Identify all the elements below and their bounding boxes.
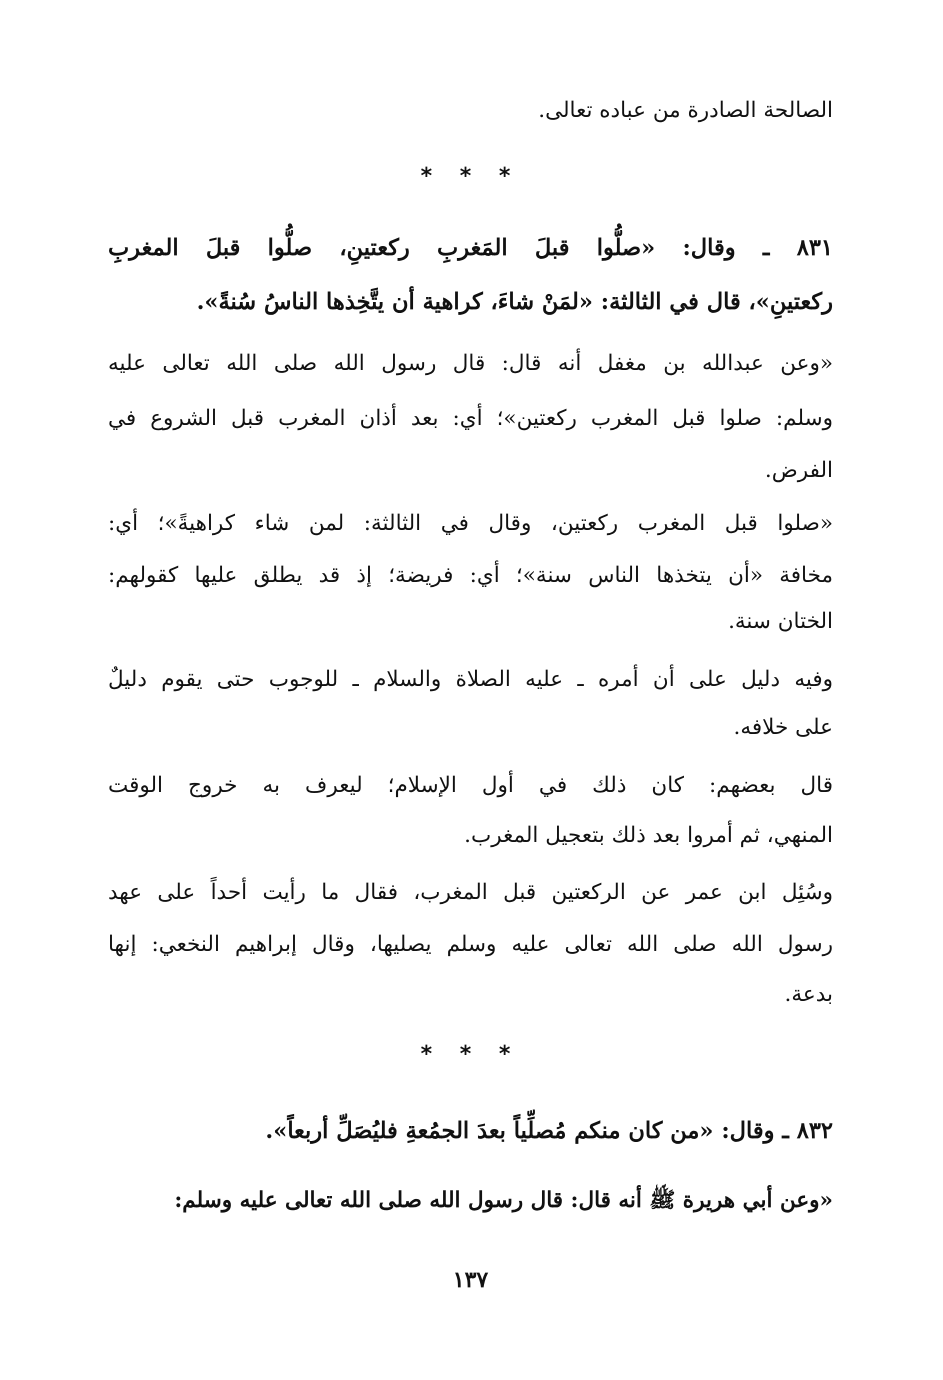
- hadith-832-line-1: ٨٣٢ ـ وقال: «من كان منكم مُصلِّياً بعدَ الجمُعةِ فليُصَلِّ أربعاً».: [265, 1118, 833, 1144]
- commentary-line-13: بدعة.: [784, 982, 833, 1007]
- hadith-831-line-2: ركعتينِ»، قال في الثالثة: «لمَنْ شاءَ، كراهية أن يتَّخِذها الناسُ سُنةً».: [196, 289, 833, 315]
- commentary-line-3: الفرض.: [764, 458, 833, 483]
- commentary-line-10: المنهي، ثم أمروا بعد ذلك بتعجيل المغرب.: [464, 823, 833, 848]
- text-line-1: الصالحة الصادرة من عباده تعالى.: [538, 98, 833, 123]
- commentary-line-11: وسُئِل ابن عمر عن الركعتين قبل المغرب، فقال ما رأيت أحداً على عهد: [108, 880, 833, 905]
- page-number: ١٣٧: [452, 1267, 489, 1293]
- commentary-line-14: «وعن أبي هريرة ﷺ أنه قال: قال رسول الله صلى الله تعالى عليه وسلم:: [174, 1188, 833, 1213]
- commentary-line-5: مخافة «أن يتخذها الناس سنة»؛ أي: فريضة؛ إذ قد يطلق عليها كقولهم:: [108, 563, 833, 588]
- commentary-line-4: «صلوا قبل المغرب ركعتين، وقال في الثالثة: لمن شاء كراهيةً»؛ أي:: [108, 511, 833, 536]
- commentary-line-12: رسول الله صلى الله تعالى عليه وسلم يصليها، وقال إبراهيم النخعي: إنها: [108, 932, 833, 957]
- section-separator-1: * * *: [420, 164, 521, 189]
- commentary-line-1: «وعن عبدالله بن مغفل أنه قال: قال رسول الله صلى الله تعالى عليه: [108, 351, 833, 376]
- book-page: [108, 0, 833, 1380]
- hadith-831-line-1: ٨٣١ ـ وقال: «صلُّوا قبلَ المَغربِ ركعتينِ، صلُّوا قبلَ المغربِ: [108, 235, 833, 261]
- commentary-line-9: قال بعضهم: كان ذلك في أول الإسلام؛ ليعرف به خروج الوقت: [108, 773, 833, 798]
- commentary-line-8: على خلافه.: [733, 715, 833, 740]
- section-separator-2: * * *: [420, 1042, 521, 1067]
- commentary-line-2: وسلم: صلوا قبل المغرب ركعتين»؛ أي: بعد أذان المغرب قبل الشروع في: [108, 406, 833, 431]
- commentary-line-6: الختان سنة.: [728, 609, 833, 634]
- commentary-line-7: وفيه دليل على أن أمره ـ عليه الصلاة والسلام ـ للوجوب حتى يقوم دليلٌ: [108, 667, 833, 692]
